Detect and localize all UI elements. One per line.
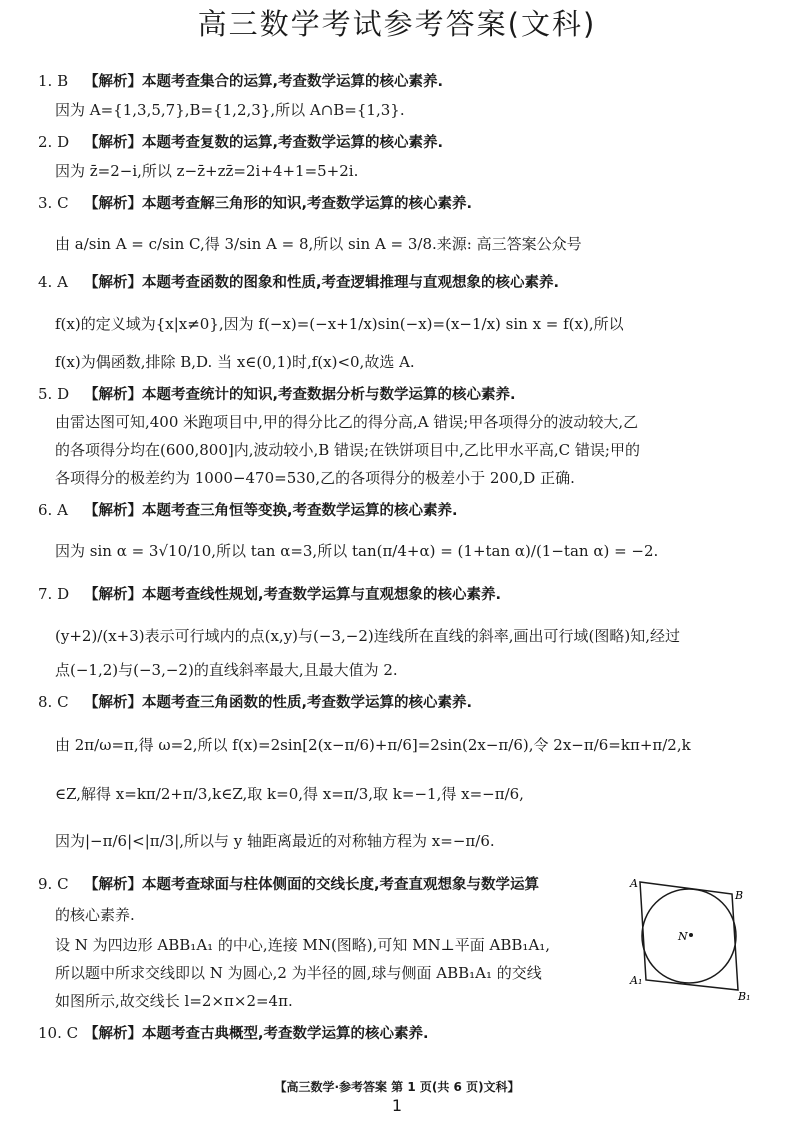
quadrilateral-shape — [640, 882, 738, 990]
center-point — [689, 933, 693, 937]
question-analysis: 【解析】本题考查复数的运算,考查数学运算的核心素养. — [84, 135, 444, 151]
question-analysis: 【解析】本题考查古典概型,考查数学运算的核心素养. — [84, 1026, 429, 1042]
page-number: 1 — [391, 1096, 403, 1115]
question-6-line-1: 因为 sin α = 3√10/10,所以 tan α=3,所以 tan(π/4+α) = (1+tan α)/(1−tan α) = −2. — [55, 542, 659, 560]
question-analysis: 【解析】本题考查解三角形的知识,考查数学运算的核心素养. — [84, 196, 473, 212]
question-9-line-3: 所以题中所求交线即以 N 为圆心,2 为半径的圆,球与侧面 ABB₁A₁ 的交线 — [55, 964, 542, 982]
question-9-line-4: 如图所示,故交线长 l=2×π×2=4π. — [55, 992, 293, 1010]
question-7-header — [38, 583, 501, 604]
question-8-header — [38, 691, 472, 712]
question-7-line-1: (y+2)/(x+3)表示可行域内的点(x,y)与(−3,−2)连线所在直线的斜率,画出可行域(图略)知,经过 — [55, 627, 680, 645]
vertex-a-label: A — [630, 877, 638, 890]
question-analysis: 【解析】本题考查三角函数的性质,考查数学运算的核心素养. — [84, 695, 473, 711]
question-number: 1. B — [38, 72, 69, 90]
question-number: 5. D — [38, 385, 70, 403]
question-analysis: 【解析】本题考查球面与柱体侧面的交线长度,考查直观想象与数学运算 — [84, 877, 540, 893]
question-8-line-3: 因为|−π/6|<|π/3|,所以与 y 轴距离最近的对称轴方程为 x=−π/6. — [55, 832, 495, 850]
question-10-header — [38, 1022, 429, 1043]
question-9-header — [38, 873, 539, 894]
question-analysis: 【解析】本题考查集合的运算,考查数学运算的核心素养. — [84, 74, 444, 90]
vertex-b-label: B — [735, 889, 744, 902]
question-number: 2. D — [38, 133, 70, 151]
question-4-header — [38, 271, 559, 292]
question-number: 4. A — [38, 273, 68, 291]
question-4-line-1: f(x)的定义域为{x|x≠0},因为 f(−x)=(−x+1/x)sin(−x)=(x−1/x) sin x = f(x),所以 — [55, 315, 624, 333]
question-analysis: 【解析】本题考查线性规划,考查数学运算与直观想象的核心素养. — [84, 587, 502, 603]
sphere-section-figure — [628, 872, 758, 1002]
question-number: 3. C — [38, 194, 69, 212]
question-3-line-1: 由 a/sin A = c/sin C,得 3/sin A = 8,所以 sin A = 3/8.来源: 高三答案公众号 — [55, 235, 582, 253]
question-analysis: 【解析】本题考查三角恒等变换,考查数学运算的核心素养. — [84, 503, 458, 519]
question-2-line-1: 因为 z̄=2−i,所以 z−z̄+zz̄=2i+4+1=5+2i. — [55, 162, 359, 180]
question-number: 8. C — [38, 693, 69, 711]
question-analysis: 【解析】本题考查统计的知识,考查数据分析与数学运算的核心素养. — [84, 387, 516, 403]
vertex-a1-label: A₁ — [630, 974, 643, 987]
question-8-line-2: ∈Z,解得 x=kπ/2+π/3,k∈Z,取 k=0,得 x=π/3,取 k=−1,得 x=−π/6, — [55, 785, 524, 803]
question-5-line-1: 由雷达图可知,400 米跑项目中,甲的得分比乙的得分高,A 错误;甲各项得分的波动较大,乙 — [55, 413, 639, 431]
question-analysis: 【解析】本题考查函数的图象和性质,考查逻辑推理与直观想象的核心素养. — [84, 275, 560, 291]
question-5-header — [38, 383, 516, 404]
question-1-line-1: 因为 A={1,3,5,7},B={1,2,3},所以 A∩B={1,3}. — [55, 101, 405, 119]
question-number: 7. D — [38, 585, 70, 603]
question-number: 9. C — [38, 875, 69, 893]
question-4-line-2: f(x)为偶函数,排除 B,D. 当 x∈(0,1)时,f(x)<0,故选 A. — [55, 353, 415, 371]
center-n-label: N — [678, 930, 688, 943]
question-1-header — [38, 70, 443, 91]
question-2-header — [38, 131, 443, 152]
vertex-b1-label: B₁ — [738, 990, 751, 1002]
question-7-line-2: 点(−1,2)与(−3,−2)的直线斜率最大,且最大值为 2. — [55, 661, 398, 679]
page-footer: 【高三数学·参考答案 第 1 页(共 6 页)文科】 — [274, 1080, 520, 1094]
question-3-header — [38, 192, 472, 213]
page-title: 高三数学考试参考答案(文科) — [197, 7, 597, 41]
intersection-circle — [642, 889, 736, 983]
question-number: 10. C — [38, 1024, 79, 1042]
question-9-line-1: 的核心素养. — [55, 906, 135, 924]
question-5-line-3: 各项得分的极差约为 1000−470=530,乙的各项得分的极差小于 200,D 正确. — [55, 469, 575, 487]
question-6-header — [38, 499, 458, 520]
question-9-line-2: 设 N 为四边形 ABB₁A₁ 的中心,连接 MN(图略),可知 MN⊥平面 ABB₁A₁, — [55, 936, 551, 954]
question-5-line-2: 的各项得分均在(600,800]内,波动较小,B 错误;在铁饼项目中,乙比甲水平高,C 错误;甲的 — [55, 441, 640, 459]
question-8-line-1: 由 2π/ω=π,得 ω=2,所以 f(x)=2sin[2(x−π/6)+π/6]=2sin(2x−π/6),令 2x−π/6=kπ+π/2,k — [55, 736, 691, 754]
question-number: 6. A — [38, 501, 68, 519]
